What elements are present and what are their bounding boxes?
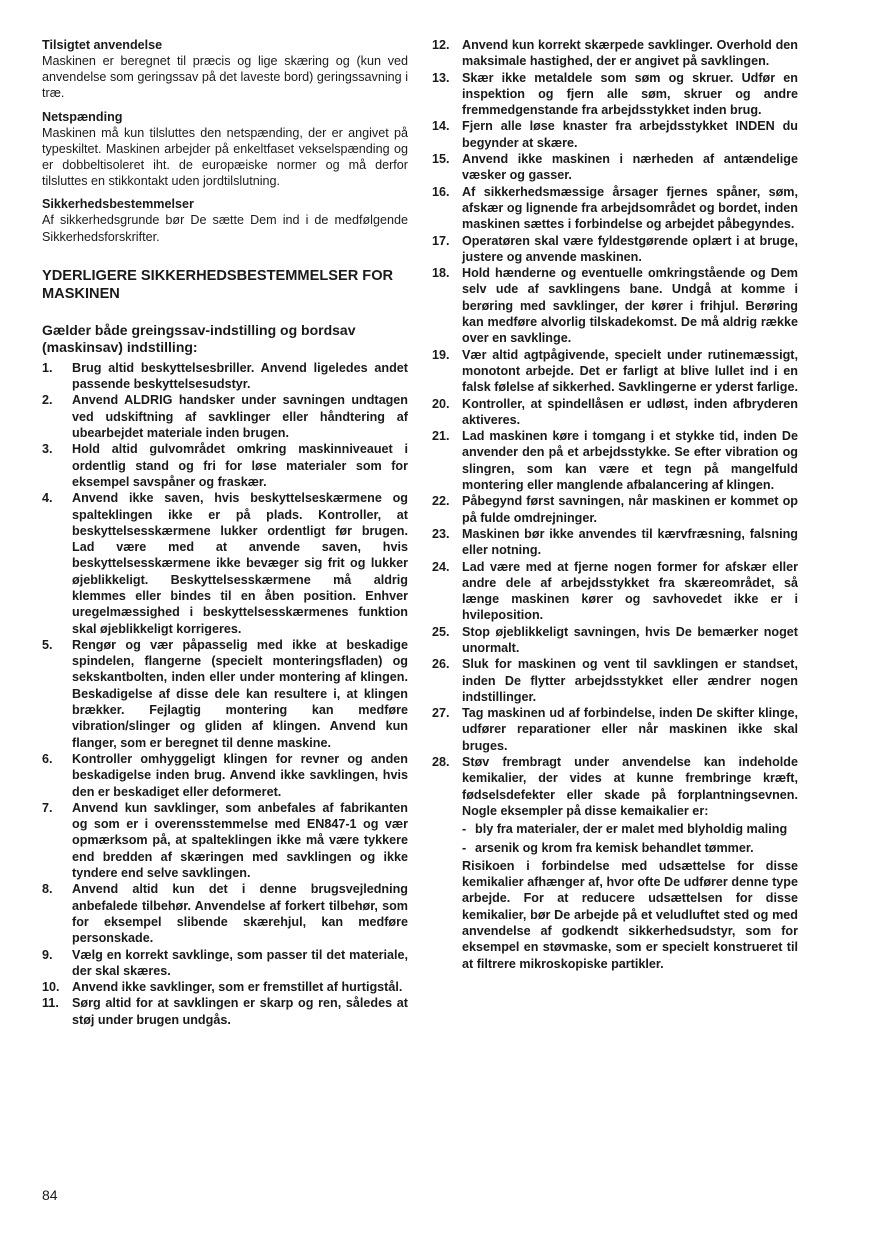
list-item [432,559,798,624]
item-number: 23. [432,526,450,541]
list-item [42,360,408,393]
list-item [42,800,408,881]
list-item [432,37,798,70]
dash: - [462,840,467,855]
item-number: 13. [432,70,450,85]
item-text: Sørg altid for at savklingen er skarp og ren, således at støj under brugen undgås. [72,996,408,1027]
list-item [432,151,798,184]
list-item [432,265,798,346]
left-column [42,37,408,1028]
item-text: Lad være med at fjerne nogen former for afskær eller andre dele af arbejdsstykket fra skæreområdet, så længe maskinen kører og savhovedet ikke er i hvileposition. [462,559,798,623]
item-tail-text: Risikoen i forbindelse med udsættelse for disse kemikalier afhænger af, hvor ofte De udfører denne type arbejde. For at reducere udsættelsen for disse kemikalier, bør De arbejde på et veludluftet sted og med anvendelse af godkendt sikkerhedsudstyr, som for eksempel en støvmaske, som er specielt konstrueret til at filtrere mikroskopiske partikler. [462,858,798,971]
sub-item-text: bly fra materialer, der er malet med blyholdig maling [475,822,788,837]
item-number: 20. [432,396,450,411]
section-voltage [42,109,408,190]
item-number: 11. [42,996,59,1011]
item-text: Skær ikke metaldele som søm og skruer. Udfør en inspektion og fjern alle søm, skruer og andre fremmedgenstande fra arbejdsstykket inden brug. [462,70,798,118]
item-number: 18. [432,266,450,281]
item-number: 4. [42,491,53,506]
section-body: Maskinen er beregnet til præcis og lige skæring og (kun ved anvendelse som geringssav på det laveste bord) geringssavning i træ. [42,54,408,101]
item-text: Af sikkerhedsmæssige årsager fjernes spåner, søm, afskær og lignende fra arbejdsområdet og bordet, inden maskinen sættes i forbindelse og arbejdet påbegyndes. [462,184,798,232]
item-text: Lad maskinen køre i tomgang i et stykke tid, inden De anvender den på et arbejdsstykke. Se efter vibration og slingren, som kan være et tegn på mangelfuld montering eller manglende afbalancering af klingen. [462,429,798,493]
list-item [432,118,798,151]
list-item [42,751,408,800]
list-item [42,947,408,980]
item-text: Hold hænderne og eventuelle omkringstående og Dem selv ude af savklingens bane. Undgå at komme i berøring med savklinger, der kører i frihjul. Berøring kan medføre alvorlig tilskadekomst. De må aldrig række over en savklinge. [462,266,798,346]
item-text: Brug altid beskyttelsesbriller. Anvend ligeledes andet passende beskyttelsesudstyr. [72,360,408,392]
item-number: 24. [432,559,450,574]
list-item [42,881,408,946]
item-number: 25. [432,624,450,639]
item-text: Anvend ikke saven, hvis beskyttelseskærmene og spalteklingen ikke er på plads. Kontroller, at beskyttelsesskærmene lukker ordentligt før brugen. Lad være med at anvende saven, hvis beskyttelsesskærmene ikke bevæger sig frit og lukker øjeblikkeligt. Beskyttelsesskærmene må aldrig klemmes eller bindes til en åben position. Enhver uregelmæssighed i beskyttelsesskærmenes funktion skal øjeblikkeligt korrigeres. [72,491,408,636]
item-text: Vær altid agtpågivende, specielt under rutinemæssigt, monotont arbejde. Det er farligt at blive lullet ind i en falsk følelse af sikkerhed. Savklingerne er yderst farlige. [462,347,798,395]
list-item [432,526,798,559]
item-text: Rengør og vær påpasselig med ikke at beskadige spindelen, flangerne (specielt monteringsfladen) og sekskantbolten, inden eller under montering af klingen. Beskadigelse af disse dele kan resultere i, at klingen brækker. Fejlagtig montering kan medføre vibration/slinger og gliden af klingen. Anvend kun flanger, som er beregnet til denne maskine. [72,637,408,750]
list-item [432,493,798,526]
safety-list-left [42,360,408,1028]
item-number: 8. [42,882,53,897]
list-item [432,70,798,119]
section-body: Maskinen må kun tilsluttes den netspænding, der er angivet på typeskiltet. Maskinen arbejder på enkeltfaset vekselspænding og er dobbeltisoleret iht. de europæiske normer og må derfor tilsluttes en stikkontakt uden jordtilslutning. [42,125,408,189]
applies-to-heading: Gælder både greingssav-indstilling og bordsav (maskinsav) indstilling: [42,321,356,355]
item-text: Stop øjeblikkeligt savningen, hvis De bemærker noget unormalt. [462,624,798,655]
list-item [42,392,408,441]
safety-list-right [432,37,798,972]
list-item [42,490,408,637]
item-text: Tag maskinen ud af forbindelse, inden De skifter klinge, udfører reparationer eller når maskinen ikke skal bruges. [462,706,798,753]
list-item [432,233,798,266]
item-number: 15. [432,152,450,167]
item-text: Sluk for maskinen og vent til savklingen er standset, inden De flytter arbejdsstykket eller ændrer nogen indstillinger. [462,657,798,704]
item-text: Anvend ikke maskinen i nærheden af antændelige væsker og gasser. [462,152,798,183]
item-text: Kontroller, at spindellåsen er udløst, inden afbryderen aktiveres. [462,396,798,427]
item-number: 26. [432,657,450,672]
page-number: 84 [42,1187,58,1203]
sub-item [462,840,798,856]
item-text: Maskinen bør ikke anvendes til kærvfræsning, falsning eller notning. [462,526,798,558]
item-number: 5. [42,637,53,652]
list-item [432,705,798,754]
item-text: Anvend ikke savklinger, som er fremstillet af hurtigstål. [72,980,403,995]
item-body [462,754,798,972]
item-text: Fjern alle løse knaster fra arbejdsstykket INDEN du begynder at skære. [462,119,798,150]
dash: - [462,822,467,837]
item-text: Operatøren skal være fyldestgørende oplært i at bruge, justere og anvende maskinen. [462,233,798,264]
list-item [42,441,408,490]
section-title: Tilsigtet anvendelse [42,38,163,52]
item-text: Kontroller omhyggeligt klingen for revner og anden beskadigelse inden brug. Anvend ikke savklingen, hvis den er beskadiget eller deformeret. [72,751,408,799]
list-item [432,428,798,493]
list-item [42,637,408,751]
section-title: Netspænding [42,109,123,124]
list-item [432,396,798,429]
section-title: Sikkerhedsbestemmelser [42,197,194,212]
section-body: Af sikkerhedsgrunde bør De sætte Dem ind i de medfølgende Sikkerhedsforskrifter. [42,213,408,244]
item-number: 14. [432,119,450,134]
item-number: 1. [42,360,53,375]
item-number: 3. [42,442,53,457]
right-column [432,37,798,972]
list-item [42,979,408,995]
item-text: Anvend ALDRIG handsker under savningen undtagen ved udskiftning af savklinger eller håndtering af ubearbejdet materiale inden brugen. [72,393,408,441]
list-item [432,347,798,396]
item-number: 6. [42,751,53,766]
list-item [432,656,798,705]
item-number: 16. [432,184,450,199]
item-number: 12. [432,38,450,52]
list-item [42,995,408,1028]
section-safety [42,196,408,244]
item-number: 22. [432,494,450,509]
item-number: 10. [42,980,60,995]
item-number: 28. [432,755,450,770]
item-number: 27. [432,706,450,721]
item-text: Påbegynd først savningen, når maskinen er kommet op på fulde omdrejninger. [462,494,798,525]
item-number: 21. [432,429,450,444]
sub-item-text: arsenik og krom fra kemisk behandlet tømmer. [475,840,754,855]
item-number: 17. [432,233,450,248]
item-text: Vælg en korrekt savklinge, som passer til det materiale, der skal skæres. [72,947,408,978]
item-number: 7. [42,800,53,815]
safety-rules-heading: YDERLIGERE SIKKERHEDSBESTEMMELSER FOR MASKINEN [42,267,394,302]
item-text: Hold altid gulvområdet omkring maskinniveauet i ordentlig stand og fri for løse materialer som for eksempel savspåner og fraskær. [72,442,408,489]
section-intended-use [42,37,408,102]
item-text: Anvend altid kun det i denne brugsvejledning anbefalede tilbehør. Anvendelse af forkert tilbehør, som for eksempel slibende skærehjul, kan medføre personskade. [72,882,408,946]
item-number: 9. [42,947,53,962]
item-number: 19. [432,347,450,362]
list-item [432,184,798,233]
item-text: Støv frembragt under anvendelse kan indeholde kemikalier, der vides at kunne frembringe kræft, fødselsdefekter eller skade på forplantningsevnen. Nogle eksempler på disse kemaikalier er: [462,755,798,818]
sub-item [462,821,798,837]
list-item [432,754,798,972]
list-item [432,624,798,657]
item-number: 2. [42,393,53,408]
item-text: Anvend kun korrekt skærpede savklinger. Overhold den maksimale hastighed, der er angivet på savklingen. [462,38,798,69]
item-text: Anvend kun savklinger, som anbefales af fabrikanten og som er i overensstemmelse med EN847-1 og vær opmærksom på, at spalteklingen ikke må være tykkere end bredden af skæringen med savklingen og ikke tyndere end selve savklingen. [72,800,408,881]
